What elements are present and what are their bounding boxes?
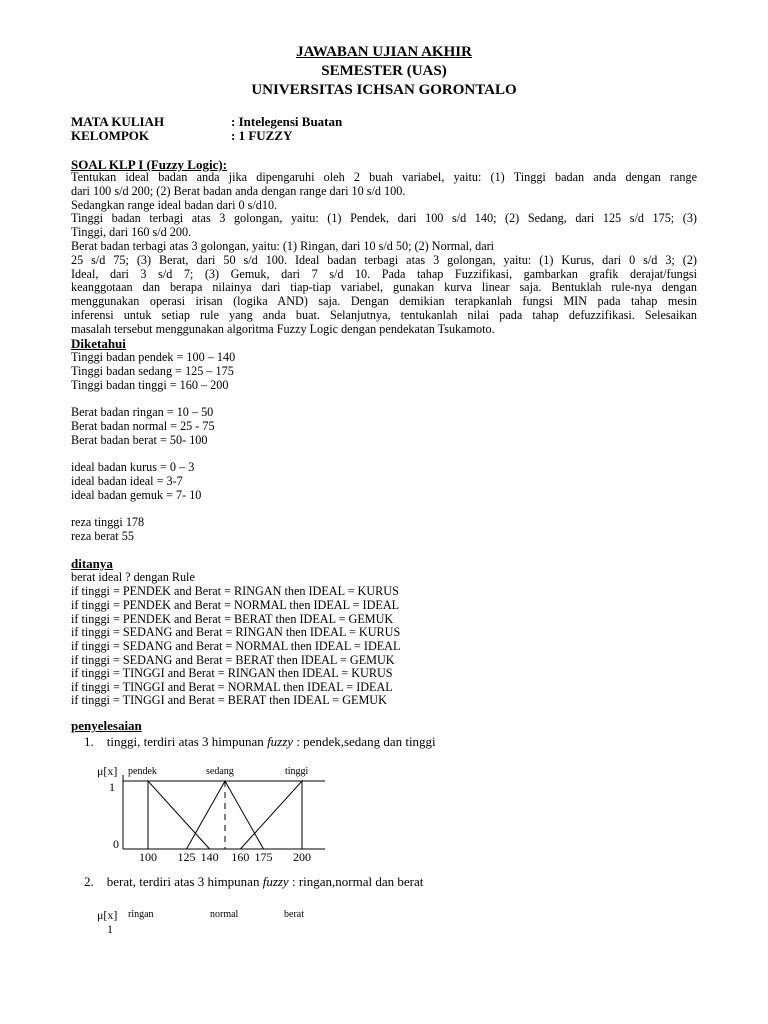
- legend-label-tinggi: tinggi: [285, 766, 309, 777]
- rule-line: if tinggi = PENDEK and Berat = BERAT then IDEAL = GEMUK: [71, 612, 394, 626]
- question-line: Tinggi badan terbagi atas 3 golongan, yaitu: (1) Pendek, dari 100 s/d 140; (2) Sedang, dari 125 s/d 175; (3): [71, 211, 697, 226]
- x-tick-label: 140: [200, 850, 219, 864]
- height-membership-chart: [90, 760, 340, 868]
- group-value: : 1 FUZZY: [231, 128, 293, 143]
- solution-item1: [84, 734, 436, 750]
- item-number: 2.: [84, 874, 94, 889]
- legend-label-sedang: sedang: [206, 766, 234, 777]
- question-line: Tentukan ideal badan anda jika dipengaruhi oleh 2 buah variabel, yaitu: (1) Tinggi badan anda dengan range: [71, 170, 697, 184]
- question-paragraph: [71, 171, 697, 337]
- solution-heading: penyelesaian: [71, 718, 142, 733]
- question-line: 25 s/d 75; (3) Berat, dari 50 s/d 100. Ideal badan terbagi atas 3 golongan, yaitu: (1) Kurus, dari 0 s/d 3; (2): [71, 252, 697, 267]
- known-height-item: Tinggi badan tinggi = 160 – 200: [71, 378, 229, 392]
- membership-curve-pendek: [148, 781, 210, 849]
- solution-item2: [84, 874, 423, 890]
- question-heading: SOAL KLP I (Fuzzy Logic):: [71, 157, 227, 172]
- rule-line: if tinggi = TINGGI and Berat = RINGAN then IDEAL = KURUS: [71, 666, 393, 680]
- rule-line: if tinggi = TINGGI and Berat = BERAT then IDEAL = GEMUK: [71, 693, 387, 707]
- y-axis-label: μ[x]: [97, 908, 118, 922]
- x-tick-label: 175: [254, 850, 273, 864]
- group-label: KELOMPOK: [71, 128, 149, 143]
- item-text: : ringan,normal dan berat: [288, 874, 424, 889]
- question-line: Berat badan terbagi atas 3 golongan, yaitu: (1) Ringan, dari 10 s/d 50; (2) Normal, dari: [71, 238, 495, 253]
- x-tick-label: 125: [177, 850, 196, 864]
- item-text: berat, terdiri atas 3 himpunan: [106, 874, 263, 889]
- legend-label-berat: berat: [284, 909, 304, 920]
- question-line: keanggotaan dan berapa nilainya dari tiap-tiap variabel, gunakan kurva linear saja. Bentuklah rule-nya dengan: [71, 280, 697, 295]
- question-line: Ideal, dari 3 s/d 7; (3) Gemuk, dari 7 s/d 10. Pada tahap Fuzzifikasi, gambarkan grafik derajat/fungsi: [71, 266, 697, 281]
- known-weight-item: Berat badan normal = 25 - 75: [71, 419, 215, 433]
- item-text: tinggi, terdiri atas 3 himpunan: [106, 734, 268, 749]
- doc-title-line3: UNIVERSITAS ICHSAN GORONTALO: [251, 82, 517, 98]
- rule-line: if tinggi = TINGGI and Berat = NORMAL then IDEAL = IDEAL: [71, 680, 393, 694]
- rule-line: if tinggi = PENDEK and Berat = NORMAL then IDEAL = IDEAL: [71, 598, 400, 612]
- question-line: masalah tersebut menggunakan algoritma Fuzzy Logic dengan pendekatan Tsukamoto.: [71, 321, 495, 336]
- x-tick-label: 160: [231, 850, 250, 864]
- course-value: : Intelegensi Buatan: [231, 114, 343, 129]
- known-heading: Diketahui: [71, 336, 126, 351]
- rule-line: if tinggi = SEDANG and Berat = NORMAL then IDEAL = IDEAL: [71, 639, 401, 653]
- rule-line: if tinggi = PENDEK and Berat = RINGAN then IDEAL = KURUS: [71, 584, 399, 598]
- legend-label-ringan: ringan: [128, 909, 154, 920]
- person-height: reza tinggi 178: [71, 515, 145, 529]
- person-weight: reza berat 55: [71, 529, 134, 543]
- known-weight-item: Berat badan ringan = 10 – 50: [71, 405, 214, 419]
- item-text: : pendek,sedang dan tinggi: [293, 734, 436, 749]
- y-axis-label: μ[x]: [97, 764, 118, 778]
- question-line: Sedangkan range ideal badan dari 0 s/d10.: [71, 197, 278, 212]
- asked-heading: ditanya: [71, 556, 113, 571]
- asked-intro: berat ideal ? dengan Rule: [71, 570, 195, 584]
- legend-label-pendek: pendek: [128, 766, 157, 777]
- doc-title-line1: JAWABAN UJIAN AKHIR: [296, 44, 472, 60]
- y-tick-label: 1: [109, 780, 115, 794]
- membership-curve-tinggi: [240, 781, 302, 849]
- y-tick-label: 1: [107, 922, 113, 936]
- doc-title-line2: SEMESTER (UAS): [321, 63, 447, 79]
- question-line: inferensi untuk setiap rule yang anda buat. Selanjutnya, tentukanlah nilai pada tahap defuzzifikasi. Selesaikan: [71, 307, 697, 322]
- question-line: menggunakan operasi irisan (logika AND) saja. Dengan demikian terapkanlah fungsi MIN pada tahap mesin: [71, 294, 697, 309]
- question-line: Tinggi, dari 160 s/d 200.: [71, 225, 192, 240]
- item-number: 1.: [84, 734, 94, 749]
- y-tick-label: 0: [113, 837, 119, 851]
- rule-line: if tinggi = SEDANG and Berat = RINGAN then IDEAL = KURUS: [71, 625, 401, 639]
- known-height-item: Tinggi badan sedang = 125 – 175: [71, 364, 234, 378]
- known-ideal-item: ideal badan kurus = 0 – 3: [71, 460, 195, 474]
- x-tick-label: 100: [139, 850, 157, 864]
- known-ideal-item: ideal badan gemuk = 7- 10: [71, 488, 202, 502]
- item-emphasis: fuzzy: [267, 734, 294, 749]
- legend-label-normal: normal: [210, 909, 239, 920]
- x-tick-label: 200: [293, 850, 311, 864]
- known-weight-item: Berat badan berat = 50- 100: [71, 433, 208, 447]
- weight-membership-chart: [90, 904, 340, 944]
- known-ideal-item: ideal badan ideal = 3-7: [71, 474, 183, 488]
- known-height-item: Tinggi badan pendek = 100 – 140: [71, 350, 236, 364]
- course-label: MATA KULIAH: [71, 114, 165, 129]
- item-emphasis: fuzzy: [262, 874, 289, 889]
- rule-line: if tinggi = SEDANG and Berat = BERAT then IDEAL = GEMUK: [71, 653, 395, 667]
- question-line: dari 100 s/d 200; (2) Berat badan anda dengan range dari 10 s/d 100.: [71, 183, 406, 198]
